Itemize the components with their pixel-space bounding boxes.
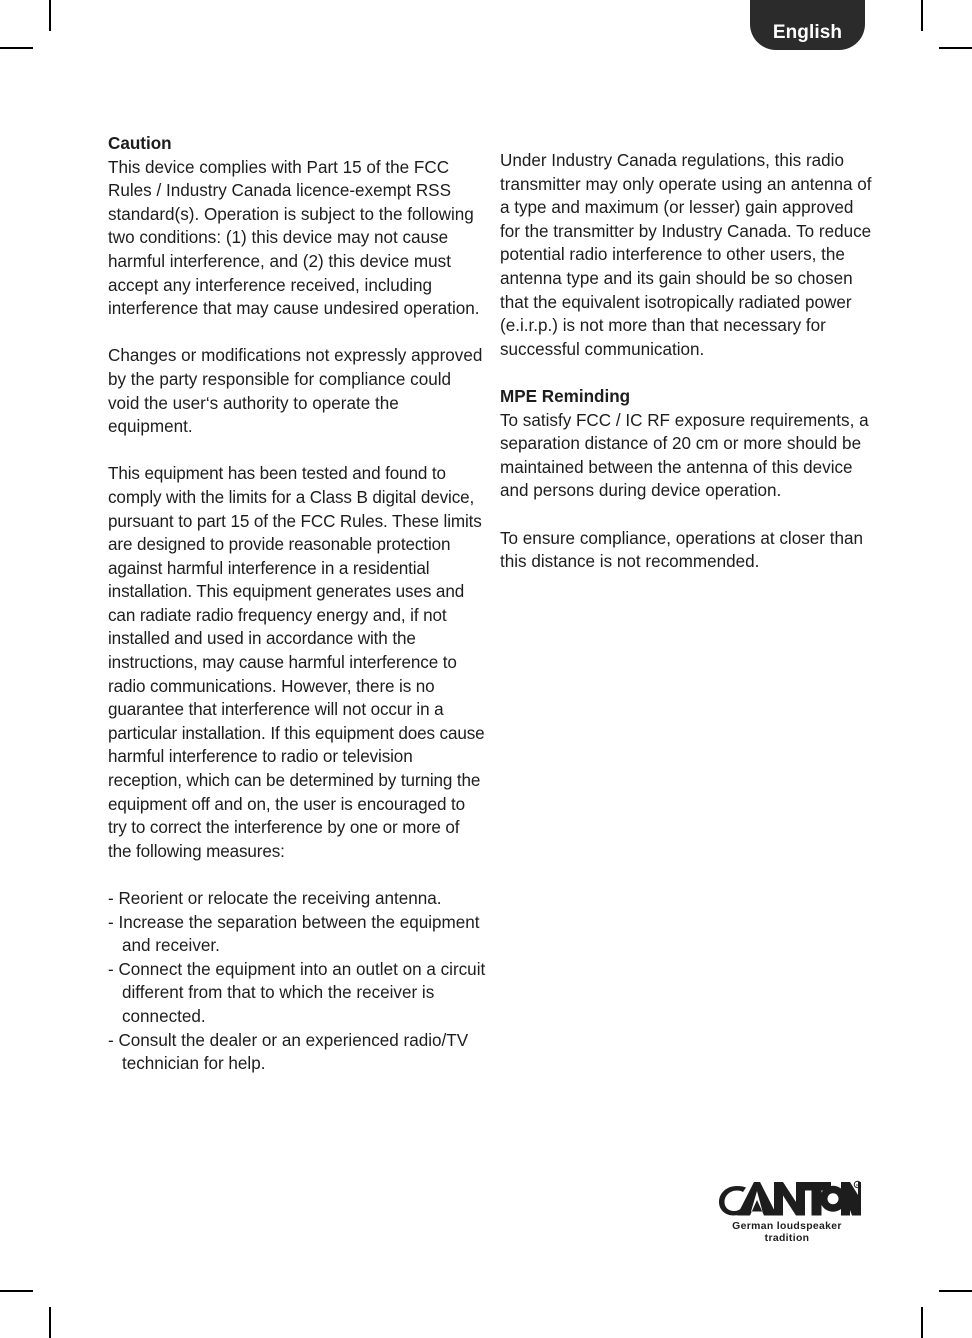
crop-mark-top-left-horizontal (0, 47, 33, 49)
language-tab-english[interactable] (750, 0, 865, 50)
canton-logo (713, 1180, 873, 1245)
list-item: - Connect the equipment into an outlet on a circuit different from that to which the receiver is connected. (108, 959, 486, 1026)
mpe-reminding-heading: MPE Reminding (500, 386, 631, 406)
caution-paragraph-1: This device complies with Part 15 of the FCC Rules / Industry Canada licence-exempt RSS standard(s). Operation is subject to the following two conditions: (1) this device may not cause harmful interference, and (2) this device must accept any interference received, including interference that may cause undesired operation. (108, 157, 480, 319)
mpe-paragraph-2: To ensure compliance, operations at closer than this distance is not recommended. (500, 528, 863, 572)
list-item: - Consult the dealer or an experienced radio/TV technician for help. (108, 1030, 469, 1074)
crop-mark-bottom-left-horizontal (0, 1290, 33, 1292)
crop-mark-top-left-vertical (49, 0, 51, 31)
right-text-column (500, 149, 878, 574)
caution-paragraph-2: Changes or modifications not expressly approved by the party responsible for compliance could void the user‘s authority to operate the equipment. (108, 346, 483, 437)
industry-canada-paragraph: Under Industry Canada regulations, this radio transmitter may only operate using an antenna of a type and maximum (or lesser) gain approved for the transmitter by Industry Canada. To reduce potential radio interference to other users, the antenna type and its gain should be so chosen that the equivalent isotropically radiated power (e.i.r.p.) is not more than that necessary for successful communication. (500, 151, 872, 359)
svg-text:R: R (856, 1182, 859, 1188)
canton-wordmark-icon (713, 1180, 861, 1218)
crop-mark-bottom-right-vertical (921, 1307, 923, 1338)
language-tab-label: English (772, 22, 843, 43)
crop-mark-bottom-right-horizontal (939, 1290, 972, 1292)
crop-mark-bottom-left-vertical (49, 1307, 51, 1338)
crop-mark-top-right-vertical (921, 0, 923, 31)
left-text-column (108, 132, 486, 1076)
caution-paragraph-3: This equipment has been tested and found to comply with the limits for a Class B digital device, pursuant to part 15 of the FCC Rules. These limits are designed to provide reasonable protection against harmful interference in a residential installation. This equipment generates uses and can radiate radio frequency energy and, if not installed and used in accordance with the instructions, may cause harmful interference to radio communications. However, there is no guarantee that interference will not occur in a particular installation. If this equipment does cause harmful interference to radio or television reception, which can be determined by turning the equipment off and on, the user is encouraged to try to correct the interference by one or more of the following measures: (108, 464, 485, 861)
list-item: - Increase the separation between the equipment and receiver. (108, 912, 480, 956)
mpe-paragraph-1: To satisfy FCC / IC RF exposure requirements, a separation distance of 20 cm or more should be maintained between the antenna of this device and persons during device operation. (500, 410, 869, 501)
remedy-bullet-list (108, 887, 486, 1076)
canton-tagline: German loudspeaker tradition (732, 1221, 842, 1244)
caution-heading: Caution (108, 134, 172, 153)
crop-mark-top-right-horizontal (939, 47, 972, 49)
list-item: - Reorient or relocate the receiving antenna. (108, 889, 442, 908)
